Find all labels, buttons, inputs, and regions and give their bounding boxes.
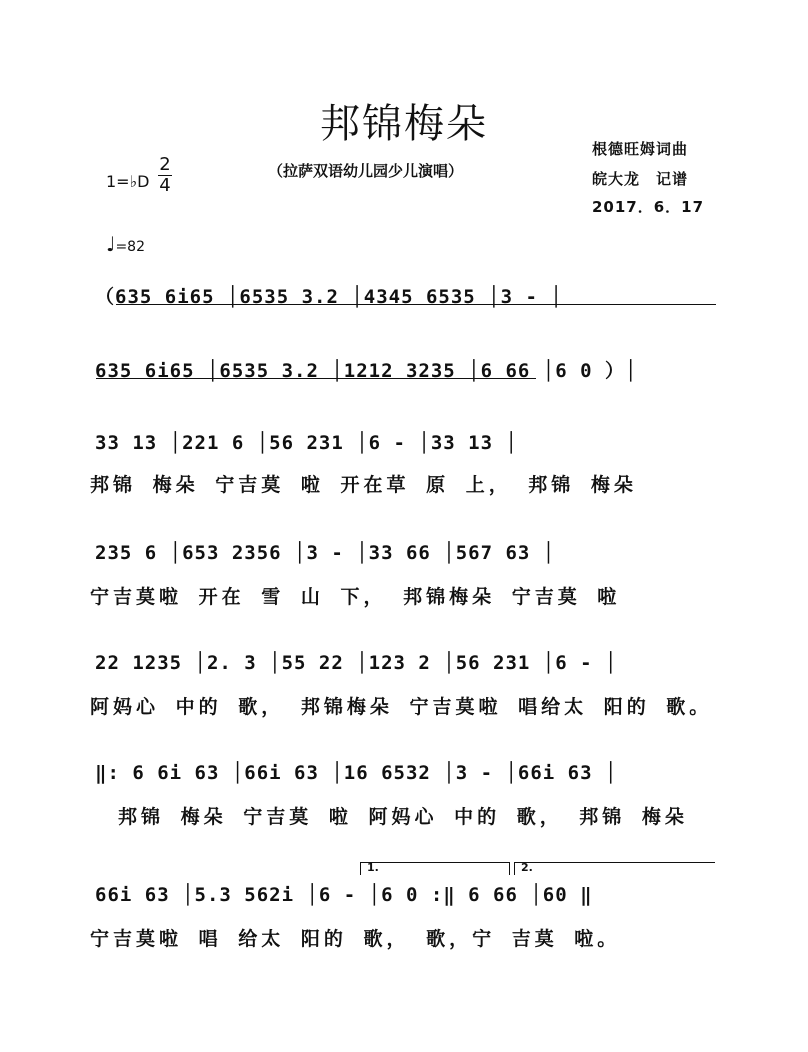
song-title: 邦锦梅朵 <box>320 101 488 147</box>
time-signature-top: 2 <box>159 154 171 175</box>
score-line-3-notes: 33 13 │221 6 │56 231 │6 - │33 13 │ <box>95 432 518 454</box>
transcriber-credit: 皖大龙 记谱 <box>592 170 689 188</box>
date-credit: 2017．6．17 <box>592 198 705 216</box>
lyric-composer-credit: 根德旺姆词曲 <box>592 140 689 158</box>
second-ending-label: 2. <box>521 861 533 874</box>
quarter-note-icon: ♩ <box>106 232 116 256</box>
score-line-2-notes: 635 6i65 │6535 3.2 │1212 3235 │6 66 │6 0 ）│ <box>95 360 638 382</box>
second-ending-bracket <box>514 862 715 875</box>
performer-note: （拉萨双语幼儿园少儿演唱） <box>268 162 464 180</box>
first-ending-label: 1. <box>367 861 379 874</box>
tempo-value: =82 <box>115 239 145 255</box>
time-signature <box>158 156 172 195</box>
score-line-5-notes: 22 1235 │2. 3 │55 22 │123 2 │56 231 │6 - │ <box>95 652 618 674</box>
lyric-line-6: 邦锦 梅朵 宁吉莫 啦 阿妈心 中的 歌， 邦锦 梅朵 <box>118 806 688 828</box>
tempo-marking <box>106 232 145 256</box>
score-line-1-notes: （635 6i65 │6535 3.2 │4345 6535 │3 - │ <box>95 286 563 308</box>
lyric-line-3: 邦锦 梅朵 宁吉莫 啦 开在草 原 上， 邦锦 梅朵 <box>90 474 637 496</box>
first-ending-bracket <box>360 862 510 875</box>
lyric-line-4: 宁吉莫啦 开在 雪 山 下， 邦锦梅朵 宁吉莫 啦 <box>90 586 621 608</box>
lyric-line-5: 阿妈心 中的 歌， 邦锦梅朵 宁吉莫啦 唱给太 阳的 歌。 <box>90 696 713 718</box>
lyric-line-7: 宁吉莫啦 唱 给太 阳的 歌， 歌，宁 吉莫 啦。 <box>90 928 621 950</box>
score-line-6-notes: ‖: 6 6i 63 │66i 63 │16 6532 │3 - │66i 63 │ <box>95 762 618 784</box>
score-line-4-notes: 235 6 │653 2356 │3 - │33 66 │567 63 │ <box>95 542 556 564</box>
score-line-7-notes: 66i 63 │5.3 562i │6 - │6 0 :‖ 6 66 │60 ‖ <box>95 884 593 906</box>
time-signature-bottom: 4 <box>159 175 171 196</box>
key-signature: 1=♭D <box>106 172 150 191</box>
